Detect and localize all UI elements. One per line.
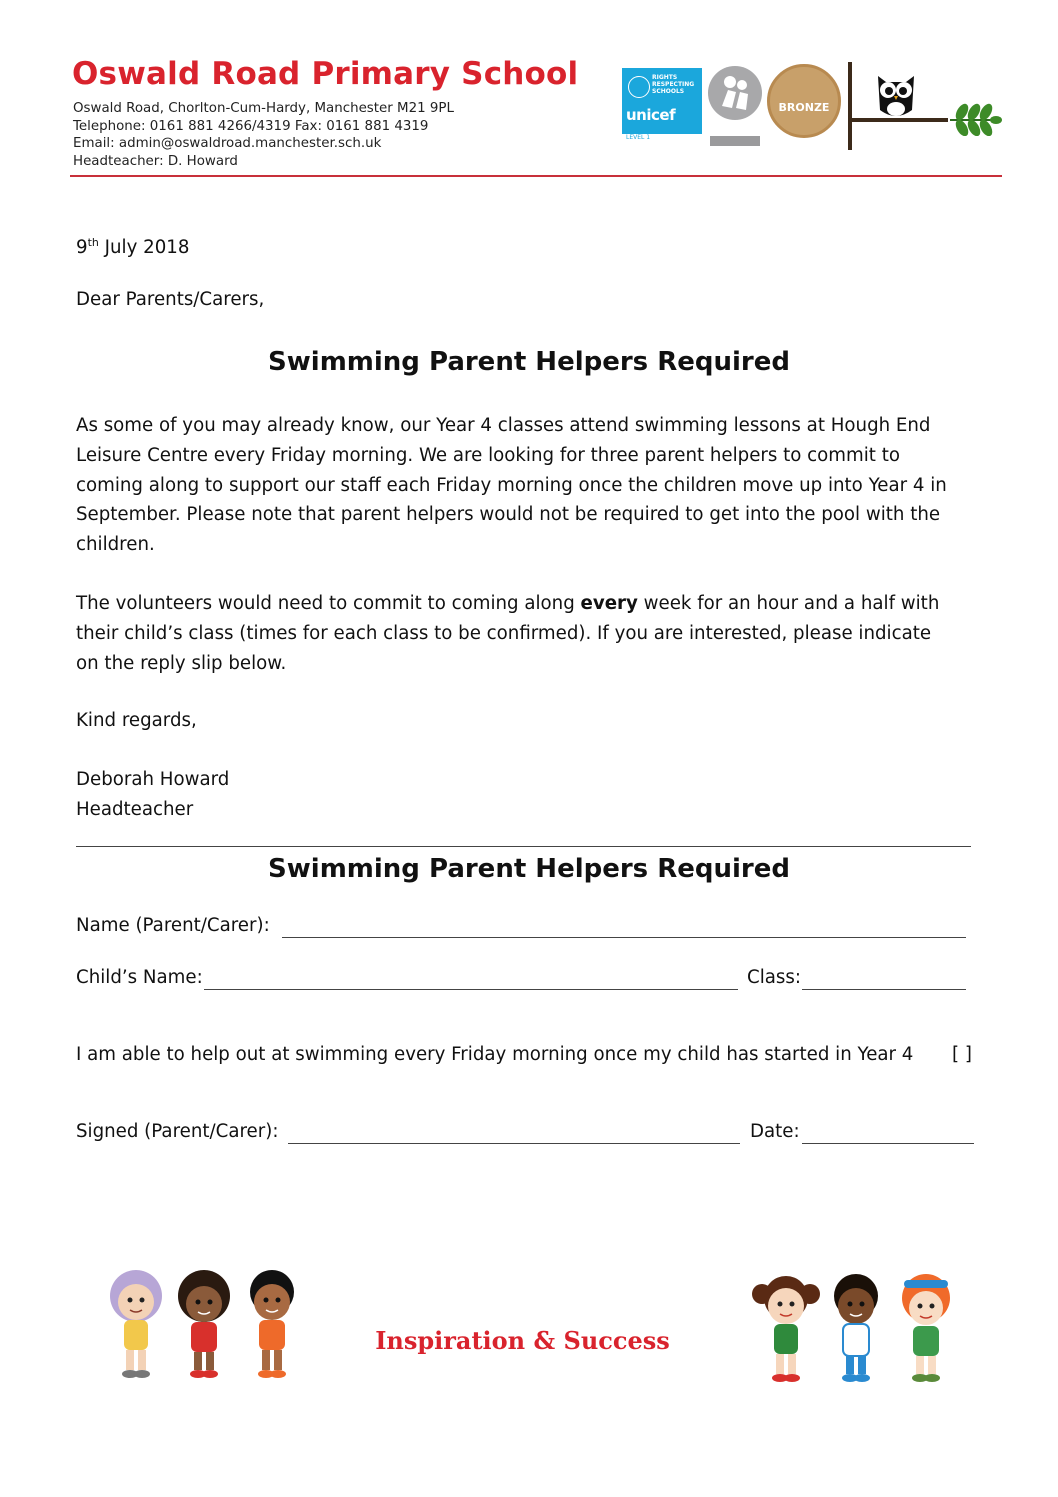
paragraph-line: on the reply slip below. [76,652,287,674]
parent-name-label: Name (Parent/Carer): [76,915,270,936]
leaves-icon [948,102,1002,136]
paragraph-line: their child’s class (times for each class to be confirmed). If you are interested, please indicate [76,622,932,644]
header-divider [70,175,1002,177]
school-name: Oswald Road Primary School [72,56,579,92]
school-games-silver-logo [708,66,762,120]
paragraph-2 [76,589,991,678]
paragraph-line: As some of you may already know, our Year 4 classes attend swimming lessons at Hough End [76,415,931,436]
signatory-name: Deborah Howard [76,769,230,790]
bronze-label: BRONZE [778,101,830,114]
salutation: Dear Parents/Carers, [76,289,265,310]
signature-field[interactable] [288,1143,740,1144]
paragraph-1 [76,411,991,560]
figures-icon [708,66,762,120]
closing: Kind regards, [76,710,197,731]
date-label: Date: [750,1121,800,1142]
paragraph-line: coming along to support our staff each Friday morning once the children move up into Year 4 in [76,474,947,496]
address: Oswald Road, Chorlton-Cum-Hardy, Manchester M21 9PL [73,101,454,116]
helper-statement: I am able to help out at swimming every Friday morning once my child has started in Year 4 [76,1044,914,1065]
reply-slip-title: Swimming Parent Helpers Required [268,854,790,884]
signed-label: Signed (Parent/Carer): [76,1121,279,1142]
email: Email: admin@oswaldroad.manchester.sch.uk [73,136,382,152]
date-suffix: th [87,236,99,249]
school-motto: Inspiration & Success [375,1326,670,1355]
rrs-logo-text: RIGHTS RESPECTING SCHOOLS [652,74,695,95]
letter-date [76,236,189,258]
silver-award-banner [710,136,760,146]
rrs-level: LEVEL 1 [626,134,651,141]
owl-icon [872,66,920,122]
rights-respecting-schools-logo [622,68,702,134]
text-span: week for an hour and a half with [637,593,940,614]
parent-name-field[interactable] [282,937,966,938]
contact-details [73,100,454,170]
signatory-role: Headteacher [76,799,194,820]
paragraph-line: Leisure Centre every Friday morning. We are looking for three parent helpers to commit to [76,444,900,466]
cut-line [76,846,971,847]
child-name-field[interactable] [204,989,738,990]
award-logos [622,62,1002,154]
helper-checkbox[interactable]: [ ] [952,1044,972,1065]
headteacher: Headteacher: D. Howard [73,153,238,169]
school-games-bronze-logo [767,64,841,138]
paragraph-line: children. [76,534,155,556]
letter-title: Swimming Parent Helpers Required [268,347,790,377]
text-span: The volunteers would need to commit to coming along [76,593,581,614]
class-label: Class: [747,967,801,988]
child-name-label: Child’s Name: [76,967,203,988]
date-day: 9 [76,237,88,258]
children-illustration-left [96,1266,312,1384]
tree-trunk [848,62,852,150]
date-field[interactable] [802,1143,974,1144]
paragraph-line [76,589,991,619]
unicef-logo-text: unicef [626,106,676,124]
telephone: Telephone: 0161 881 4266/4319 Fax: 0161 881 4319 [73,118,429,134]
emphasis-every: every [580,593,638,614]
globe-icon [628,76,650,98]
paragraph-line: September. Please note that parent helpers would not be required to get into the pool with the [76,504,941,526]
date-month-year: July 2018 [98,237,190,258]
class-field[interactable] [802,989,966,990]
children-illustration-right [748,1268,966,1390]
